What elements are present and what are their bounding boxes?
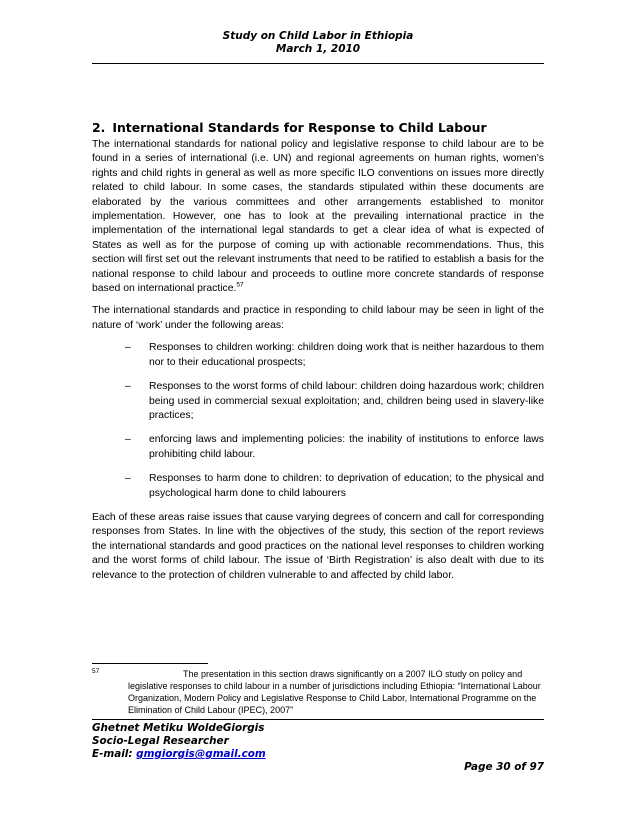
- paragraph-intro-text: The international standards for national policy and legislative response to child labour are to be found in a series of international (i.e. UN) and regional agreements on human rights, women’s rights and child rights in general as well as more specific ILO conventions on issues more directly related to child labour. In some cases, the standards stipulated within these documents are elaborated by the various committees and other arrangements established to monitor implementation. However, one has to look at the prevailing international practice in the implementation of the international legal standards to get a clear idea of what is expected of States as well as for the purpose of coming up with actionable recommendations. Thus, this section will first set out the relevant instruments that need to be ratified to establish a basis for the national response to child labour and proceeds to outline more concrete standards of response based on international practice.: [92, 139, 544, 295]
- footer-email-label: E-mail:: [92, 748, 133, 760]
- areas-list: [92, 341, 544, 501]
- header-title: Study on Child Labor in Ethiopia: [222, 30, 414, 42]
- footnote: [92, 668, 544, 716]
- list-item: [92, 380, 544, 423]
- footnote-text: The presentation in this section draws significantly on a 2007 ILO study on policy and legislative responses to child labour in a number of jurisdictions including Ethiopia: “International Labour Organization, Modern Policy and Legislative Response to Child Labor, International Programme on the Elimination of Child Labour (IPEC), 2007”: [128, 669, 541, 715]
- paragraph-areas: The international standards and practice in responding to child labour may be seen in light of the nature of ‘work’ under the following areas:: [92, 305, 544, 331]
- list-item: [92, 341, 544, 370]
- bullet-dash: –: [125, 434, 131, 446]
- section-heading: [92, 120, 544, 136]
- footer-email-line: [92, 748, 266, 761]
- bullet-dash: –: [125, 342, 131, 354]
- list-item-text: enforcing laws and implementing policies: the inability of institutions to enforce laws prohibiting child labour.: [149, 434, 544, 460]
- list-item: [92, 433, 544, 462]
- list-item: [92, 472, 544, 501]
- running-header: [92, 30, 544, 56]
- bullet-dash: –: [125, 473, 131, 485]
- list-item-text: Responses to the worst forms of child labour: children doing hazardous work; children being used in commercial sexual exploitation; and, children being used in slavery-like practices;: [149, 381, 544, 421]
- footer-author: Ghetnet Metiku WoldeGiorgis: [92, 722, 265, 734]
- footer-email-link[interactable]: gmgiorgis@gmail.com: [136, 748, 266, 760]
- footer-role: Socio-Legal Researcher: [92, 735, 229, 747]
- section-number: 2.: [92, 120, 106, 135]
- section-title: International Standards for Response to Child Labour: [112, 120, 487, 135]
- main-content: [92, 120, 544, 591]
- paragraph-concern: Each of these areas raise issues that cause varying degrees of concern and call for corresponding responses from States. In line with the objectives of the study, this section of the report reviews the international standards and good practices on the national level responses to children working and the worst forms of child labour. The issue of ‘Birth Registration’ is also dealt with due to its relevance to the protection of children vulnerable to and affected by child labor.: [92, 511, 544, 581]
- footnote-reference[interactable]: 57: [236, 281, 244, 289]
- footnote-mark: 57: [92, 668, 100, 675]
- page-number: Page 30 of 97: [464, 761, 544, 773]
- header-rule: [92, 63, 544, 64]
- list-item-text: Responses to harm done to children: to deprivation of education; to the physical and psychological harm done to child labourers: [149, 473, 544, 499]
- page-footer: [92, 722, 266, 761]
- list-item-text: Responses to children working: children doing work that is neither hazardous to them nor to their educational prospects;: [149, 342, 544, 368]
- footer-rule: [92, 719, 544, 720]
- footnote-rule: [92, 663, 208, 664]
- header-date: March 1, 2010: [275, 43, 361, 55]
- bullet-dash: –: [125, 381, 131, 393]
- paragraph-intro: [92, 138, 544, 296]
